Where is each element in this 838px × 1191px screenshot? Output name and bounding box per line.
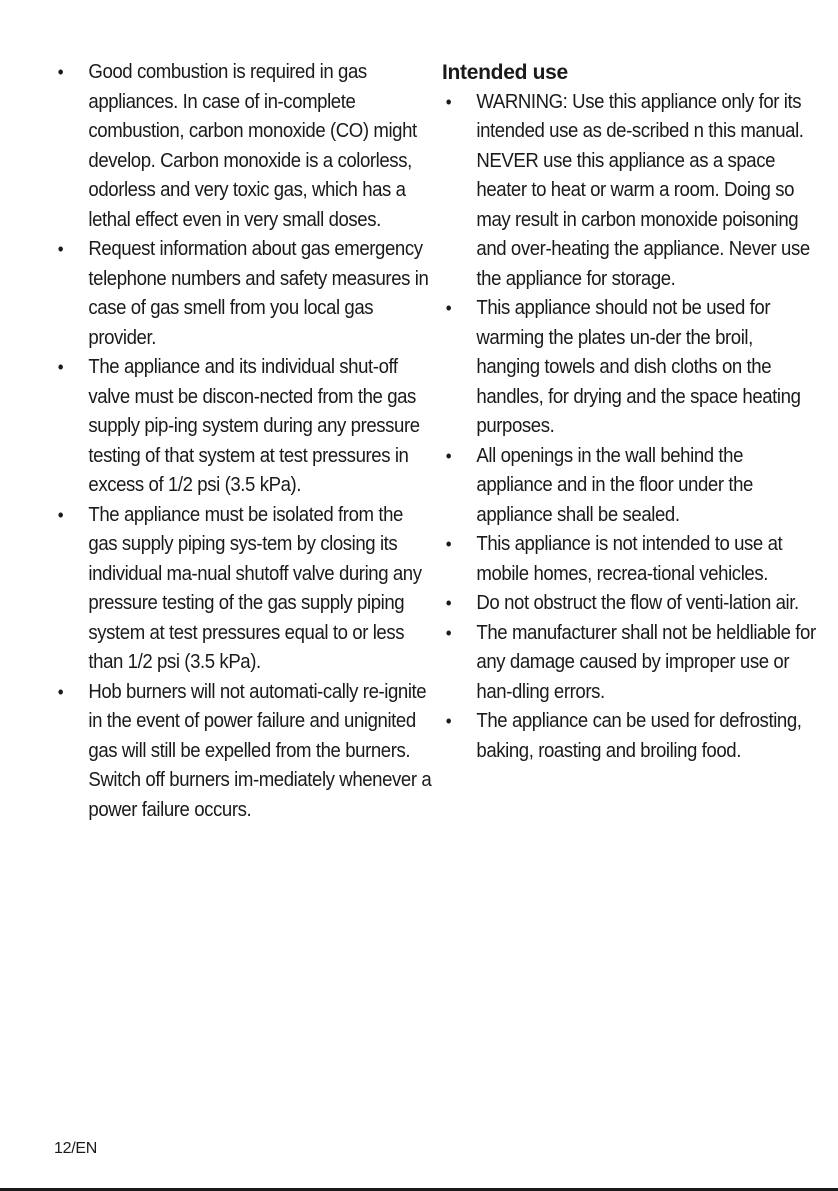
bullet-icon: • [445,622,452,643]
warning-text: Use this appliance only for its intended use as de-scribed n this manual. NEVER use this appliance as a space heater to heat or warm a room. Doing so may result in carbon monoxide poisoning and over-heating the appliance. Never use the appliance for storage. [476,90,810,290]
list-item-text: The appliance must be isolated from the gas supply piping sys-tem by closing its individual ma-nual shutoff valve during any pressure testing of the gas supply piping system at test pressures equal to or less than 1/2 psi (3.5 kPa). [88,503,422,673]
bullet-icon: • [445,711,452,731]
list-item-text: Do not obstruct the flow of venti-lation air. [476,592,799,614]
bullet-icon: • [445,445,452,466]
list-item [54,353,432,501]
list-item-text: All openings in the wall behind the appliance and in the floor under the appliance shall be sealed. [476,444,753,526]
list-item [442,589,820,619]
list-item [54,501,432,678]
list-item-text: Hob burners will not automati-cally re-ignite in the event of power failure and unignited gas will still be expelled from the burners. Switch off burners im-mediately whenever a power failure occurs. [88,680,432,821]
right-bullet-list [442,88,816,767]
list-item-text: The appliance can be used for defrosting, baking, roasting and broiling food. [476,710,802,762]
list-item [442,530,820,589]
list-item [442,619,820,708]
list-item [54,678,432,826]
bullet-icon: • [57,357,64,377]
left-column [54,58,432,825]
bullet-icon: • [445,593,452,613]
list-item [54,58,432,235]
right-column [442,58,816,766]
list-item-text: This appliance is not intended to use at mobile homes, recrea-tional vehicles. [476,533,783,585]
list-item-text: Request information about gas emergency telephone numbers and safety measures in case of gas smell from you local gas provider. [88,238,429,349]
section-heading: Intended use [442,61,568,84]
list-item [442,442,820,531]
bullet-icon: • [57,62,64,82]
bullet-icon: • [445,534,452,554]
list-item [54,235,432,353]
page-number: 12/EN [54,1140,97,1157]
list-item-text: Good combustion is required in gas appliances. In case of in-complete combustion, carbon monoxide (CO) might develop. Carbon monoxide is a colorless, odorless and very toxic gas, which has a lethal effect even in very small doses. [88,61,417,231]
warning-item [442,88,820,295]
list-item-text: The appliance and its individual shut-off valve must be discon-nected from the gas supply pip-ing system during any pressure testing of that system at test pressures in excess of 1/2 psi (3.5 kPa). [88,356,420,496]
bullet-icon: • [57,504,64,525]
list-item [442,294,820,442]
bullet-icon: • [57,681,64,702]
bullet-icon: • [445,298,452,318]
bullet-icon: • [57,239,64,259]
bullet-icon: • [445,91,452,112]
list-item [442,707,820,766]
left-bullet-list [54,58,432,825]
warning-label: WARNING: [476,90,568,113]
list-item-text: This appliance should not be used for warming the plates un-der the broil, hanging towels and dish cloths on the handles, for drying and the space heating purposes. [476,297,801,437]
list-item-text: The manufacturer shall not be heldliable for any damage caused by improper use or han-dling errors. [476,621,816,703]
